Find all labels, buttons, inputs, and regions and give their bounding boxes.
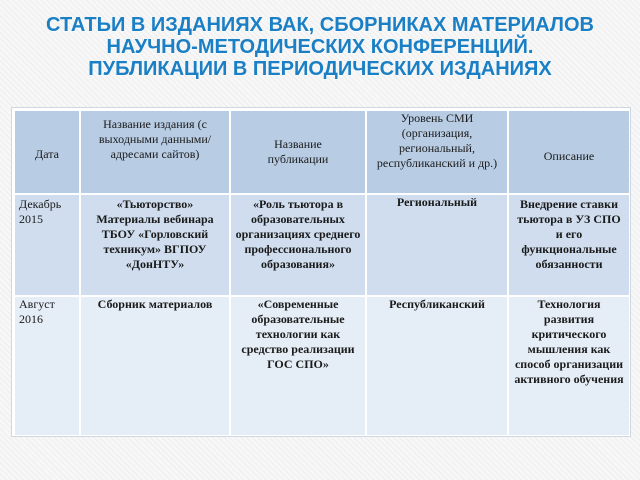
row1-publication: «Роль тьютора в образовательных организациях среднего профессионального образования»: [230, 194, 366, 296]
page-title: [0, 14, 640, 80]
table-header-row: [14, 110, 630, 194]
header-edition: Название издания (с выходными данными/адресами сайтов): [80, 110, 230, 194]
row2-level: Республиканский: [366, 296, 508, 436]
row1-edition: «Тьюторство» Материалы вебинара ТБОУ «Горловский техникум» ВГПОУ «ДонНТУ»: [80, 194, 230, 296]
header-date: Дата: [14, 110, 80, 194]
row2-date: Август 2016: [14, 296, 80, 436]
title-line-2: НАУЧНО-МЕТОДИЧЕСКИХ КОНФЕРЕНЦИЙ.: [106, 36, 534, 58]
row2-publication: «Современные образовательные технологии как средство реализации ГОС СПО»: [230, 296, 366, 436]
row1-level: Региональный: [366, 194, 508, 296]
row2-description: Технология развития критического мышления как способ организации активного обучения: [508, 296, 630, 436]
title-line-1: СТАТЬИ В ИЗДАНИЯХ ВАК, СБОРНИКАХ МАТЕРИАЛОВ: [46, 14, 594, 36]
table-row: [14, 296, 630, 436]
publications-table: [12, 108, 630, 436]
table-row: [14, 194, 630, 296]
row1-description: Внедрение ставки тьютора в УЗ СПО и его функциональные обязанности: [508, 194, 630, 296]
header-description: Описание: [508, 110, 630, 194]
row1-date: Декабрь 2015: [14, 194, 80, 296]
title-line-3: ПУБЛИКАЦИИ В ПЕРИОДИЧЕСКИХ ИЗДАНИЯХ: [88, 58, 552, 80]
row2-edition: Сборник материалов: [80, 296, 230, 436]
header-publication: Название публикации: [230, 110, 366, 194]
header-level: Уровень СМИ (организация, региональный, республиканский и др.): [366, 110, 508, 194]
